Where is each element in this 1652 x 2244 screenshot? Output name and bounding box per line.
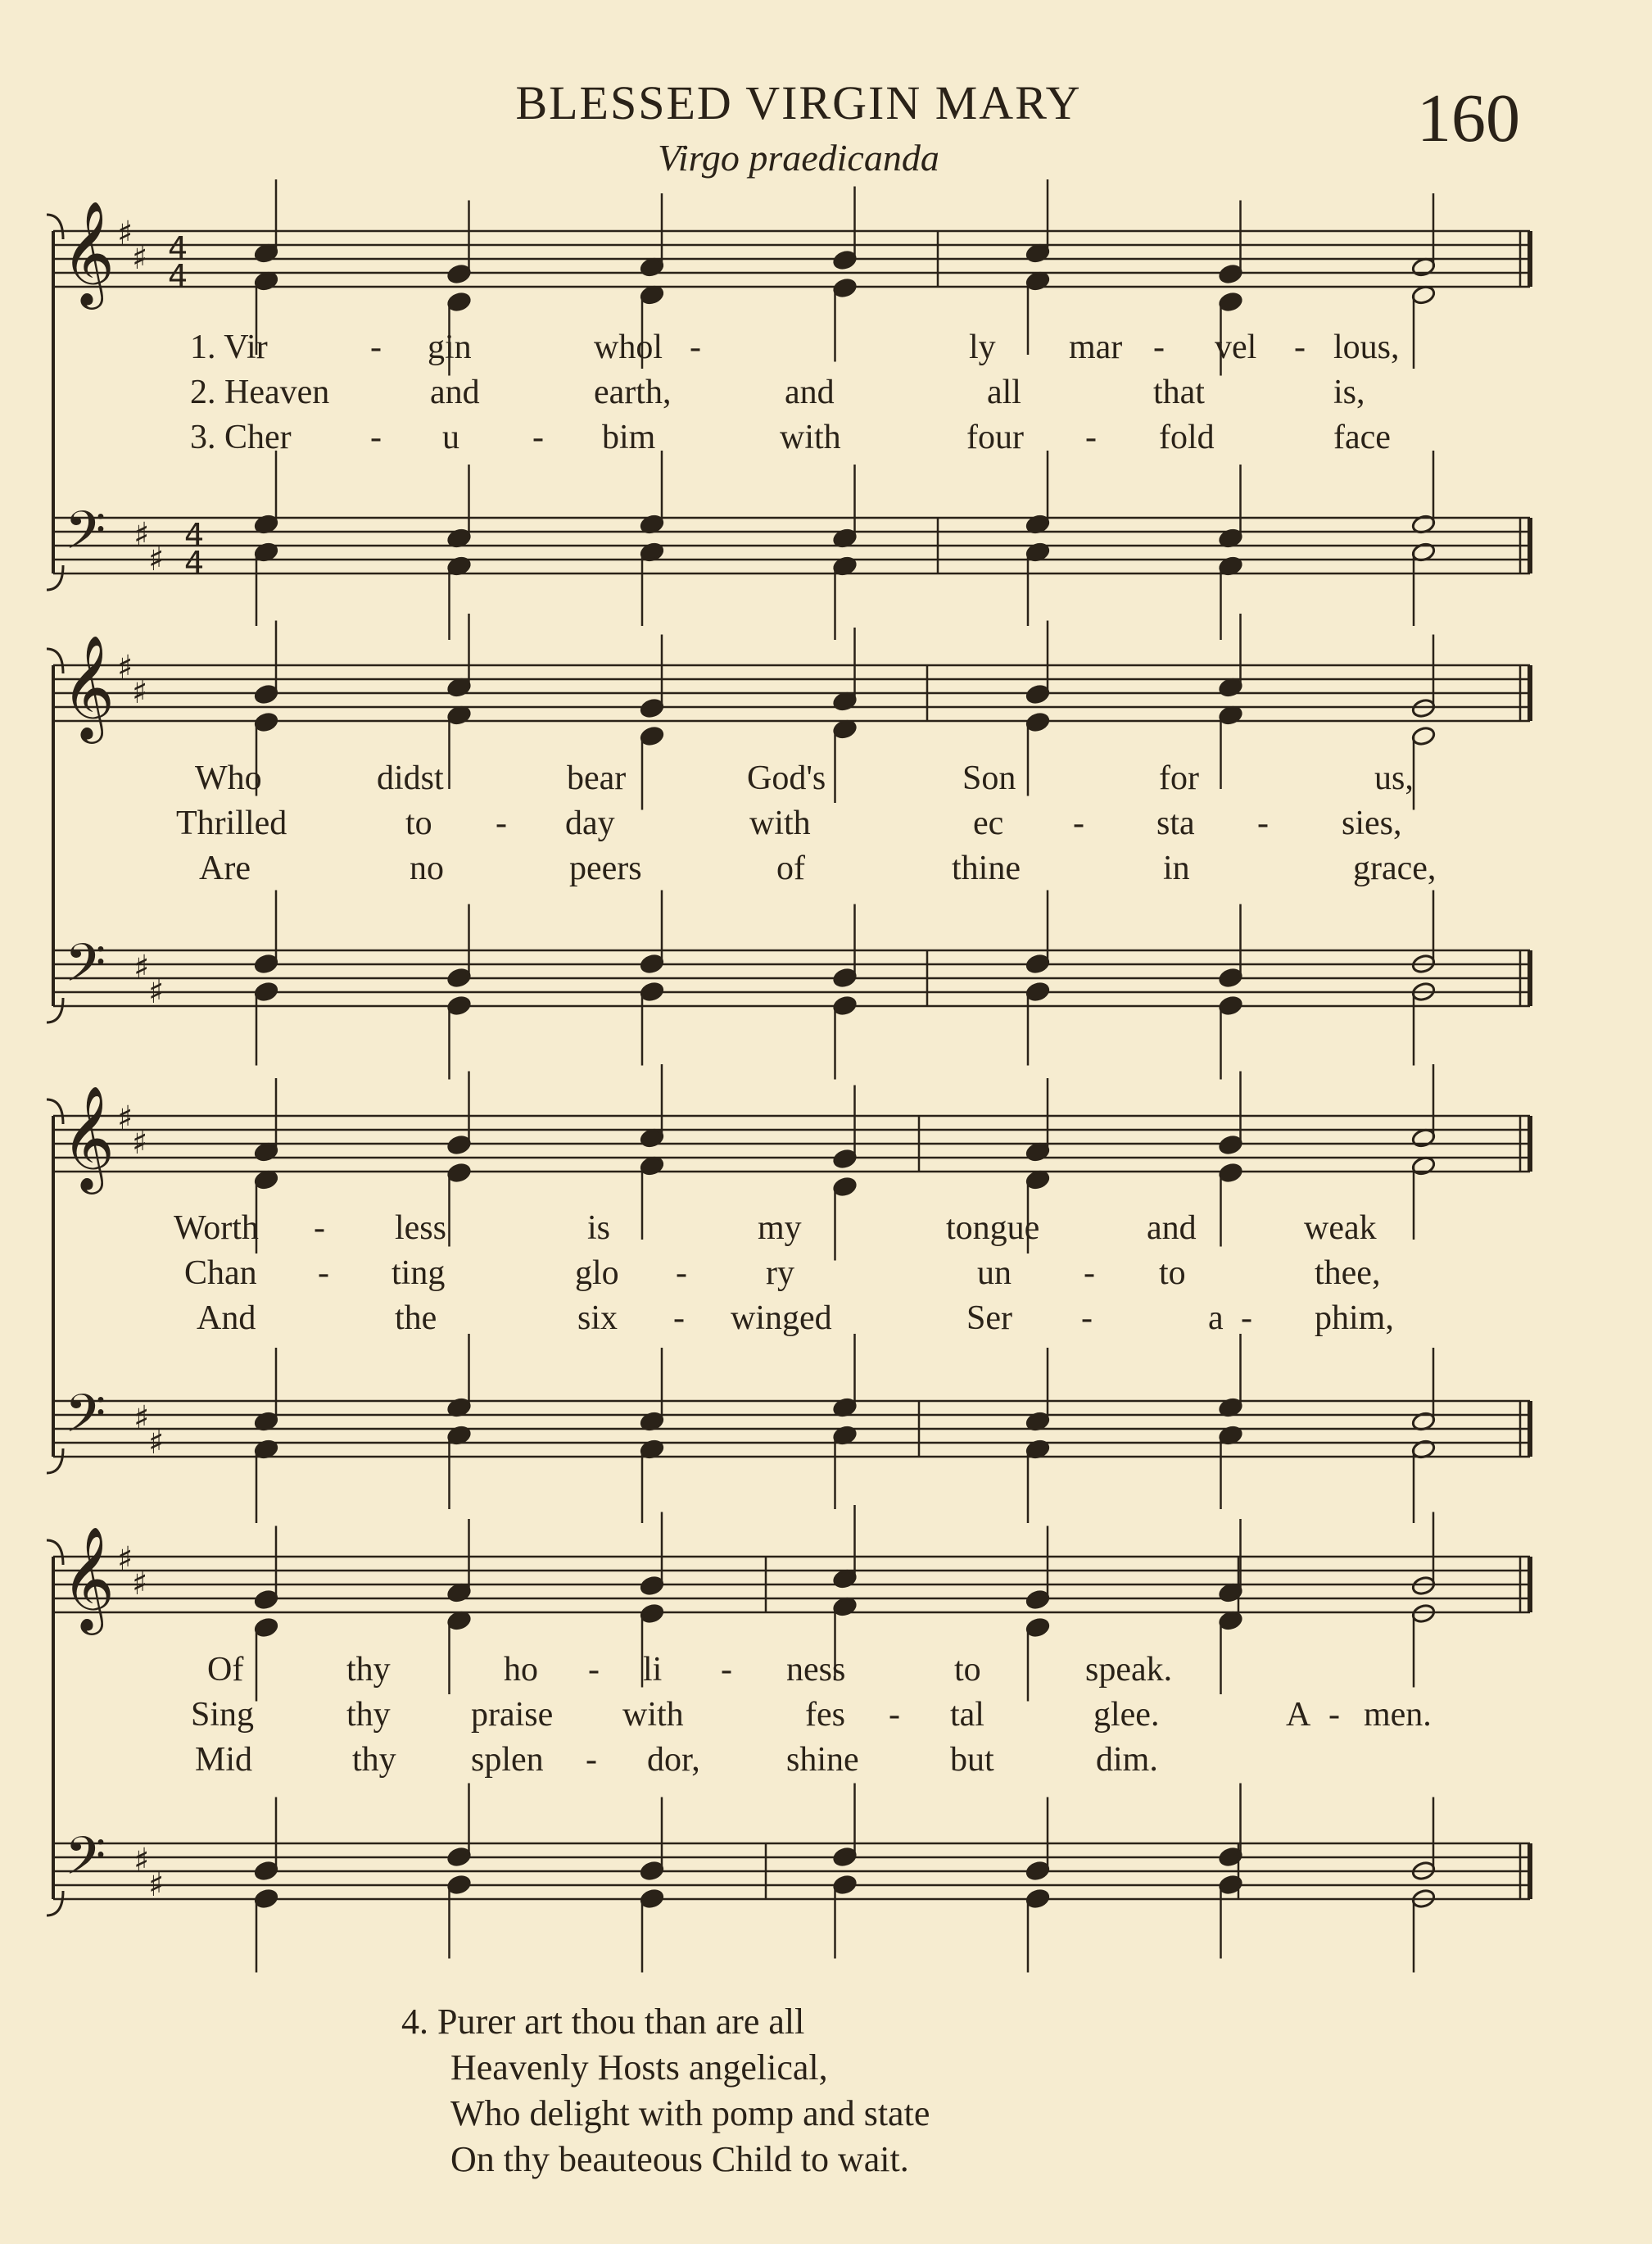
lyric-syllable: And xyxy=(197,1299,256,1337)
treble-note xyxy=(640,1603,665,1625)
lyric-syllable: gin xyxy=(428,329,472,366)
lyric-syllable: - xyxy=(889,1696,900,1734)
lyric-syllable: thy xyxy=(346,1651,391,1689)
lyric-syllable: u xyxy=(442,419,459,456)
lyric-syllable: six xyxy=(577,1299,618,1337)
treble-note xyxy=(640,1575,665,1597)
bass-note xyxy=(1025,981,1051,1003)
bass-note xyxy=(640,954,665,975)
key-sharp-icon: ♯ xyxy=(148,973,165,1011)
bass-clef-icon: 𝄢 xyxy=(65,933,106,1007)
lyric-syllable: - xyxy=(1084,1254,1095,1292)
lyric-syllable: less xyxy=(395,1209,446,1247)
lyric-syllable: all xyxy=(987,374,1021,411)
key-sharp-icon: ♯ xyxy=(132,239,148,277)
bass-note xyxy=(832,968,858,989)
lyric-syllable: mar xyxy=(1069,329,1123,366)
bass-note xyxy=(1218,968,1243,989)
treble-note xyxy=(640,726,665,747)
lyric-syllable: four xyxy=(966,419,1024,456)
treble-note xyxy=(254,684,279,705)
lyric-syllable: with xyxy=(749,805,811,842)
bass-note xyxy=(832,995,858,1017)
treble-note xyxy=(1411,698,1437,719)
treble-clef-icon: 𝄞 xyxy=(61,200,115,305)
lyric-syllable: ness xyxy=(786,1651,846,1689)
treble-note xyxy=(1411,1603,1437,1625)
bass-note xyxy=(446,968,472,989)
lyric-syllable: and xyxy=(785,374,835,411)
lyric-syllable: bear xyxy=(567,759,627,797)
lyric-syllable: no xyxy=(410,850,444,887)
lyric-syllable: is, xyxy=(1333,374,1365,411)
lyric-syllable: - xyxy=(1257,805,1269,842)
treble-note xyxy=(1025,684,1051,705)
lyric-syllable: ho xyxy=(504,1651,538,1689)
treble-note xyxy=(1218,1163,1243,1184)
treble-clef-icon: 𝄞 xyxy=(61,634,115,739)
hymn-title: BLESSED VIRGIN MARY xyxy=(515,76,1082,129)
lyric-syllable: - xyxy=(1085,419,1097,456)
treble-note xyxy=(832,1149,858,1170)
lyric-syllable: ting xyxy=(392,1254,446,1292)
lyric-syllable: - xyxy=(676,1254,687,1292)
treble-note xyxy=(446,292,472,313)
treble-clef-icon: 𝄞 xyxy=(61,1085,115,1190)
lyric-syllable: Sing xyxy=(191,1696,255,1734)
bass-note xyxy=(1025,954,1051,975)
lyric-syllable: - xyxy=(673,1299,685,1337)
lyric-syllable: sies, xyxy=(1342,805,1402,842)
key-sharp-icon: ♯ xyxy=(148,1424,165,1462)
key-sharp-icon: ♯ xyxy=(117,1540,134,1578)
bass-clef-icon: 𝄢 xyxy=(65,1826,106,1900)
lyric-syllable: that xyxy=(1153,374,1205,411)
lyric-syllable: - xyxy=(318,1254,329,1292)
time-signature-bottom: 4 xyxy=(184,545,205,581)
lyric-syllable: thine xyxy=(952,850,1021,887)
stanza-four-line: Heavenly Hosts angelical, xyxy=(450,2047,828,2088)
lyric-syllable: li xyxy=(643,1651,663,1689)
stanza-four-line: Who delight with pomp and state xyxy=(450,2093,930,2133)
lyric-syllable: men. xyxy=(1364,1696,1432,1734)
lyric-syllable: my xyxy=(758,1209,802,1247)
lyric-syllable: - xyxy=(721,1651,732,1689)
bass-note xyxy=(254,1888,279,1910)
lyric-syllable: winged xyxy=(731,1299,832,1337)
treble-note xyxy=(254,1617,279,1639)
lyric-syllable: of xyxy=(776,850,805,887)
lyric-syllable: - xyxy=(496,805,507,842)
lyric-syllable: - xyxy=(532,419,544,456)
time-signature-bottom: 4 xyxy=(168,258,188,294)
lyric-syllable: - xyxy=(588,1651,600,1689)
lyric-syllable: Mid xyxy=(195,1741,253,1779)
key-sharp-icon: ♯ xyxy=(134,1399,150,1437)
lyric-syllable: ry xyxy=(766,1254,794,1292)
stanza-four-line: 4. Purer art thou than are all xyxy=(401,2001,805,2042)
lyric-syllable: God's xyxy=(747,759,826,797)
lyric-syllable: vel xyxy=(1215,329,1257,366)
hymn-subtitle: Virgo praedicanda xyxy=(658,137,939,179)
lyric-syllable: dim. xyxy=(1096,1741,1158,1779)
treble-note xyxy=(446,264,472,285)
bass-note xyxy=(832,1847,858,1868)
bass-clef-icon: 𝄢 xyxy=(65,501,106,574)
lyric-syllable: glee. xyxy=(1093,1696,1160,1734)
treble-note xyxy=(1218,292,1243,313)
lyric-syllable: praise xyxy=(471,1696,554,1734)
lyric-syllable: tongue xyxy=(946,1209,1040,1247)
bass-note xyxy=(832,1875,858,1896)
bass-note xyxy=(1025,1888,1051,1910)
lyric-syllable: but xyxy=(950,1741,994,1779)
lyric-syllable: lous, xyxy=(1333,329,1400,366)
treble-note xyxy=(1025,1617,1051,1639)
bass-note xyxy=(446,995,472,1017)
bass-note xyxy=(446,1847,472,1868)
lyric-syllable: ly xyxy=(969,329,996,366)
stanza-four xyxy=(401,1999,930,2183)
lyric-syllable: face xyxy=(1333,419,1391,456)
lyric-syllable: shine xyxy=(786,1741,859,1779)
stanza-four-line: On thy beauteous Child to wait. xyxy=(450,2139,909,2179)
lyric-syllable: to xyxy=(405,805,432,842)
treble-clef-icon: 𝄞 xyxy=(61,1525,115,1630)
treble-note xyxy=(446,1135,472,1156)
lyric-syllable: bim xyxy=(602,419,656,456)
lyric-syllable: thy xyxy=(352,1741,396,1779)
lyric-syllable: in xyxy=(1163,850,1190,887)
time-signature-top: 4 xyxy=(184,517,205,553)
key-sharp-icon: ♯ xyxy=(134,949,150,986)
lyric-syllable: - xyxy=(370,419,382,456)
lyric-syllable: and xyxy=(430,374,480,411)
lyric-syllable: Thrilled xyxy=(176,805,287,842)
lyric-syllable: phim, xyxy=(1315,1299,1394,1337)
bass-note xyxy=(254,981,279,1003)
bass-note xyxy=(640,981,665,1003)
lyric-syllable: - xyxy=(690,329,701,366)
bass-clef-icon: 𝄢 xyxy=(65,1384,106,1457)
key-sharp-icon: ♯ xyxy=(117,649,134,687)
lyric-syllable: with xyxy=(780,419,841,456)
key-sharp-icon: ♯ xyxy=(134,516,150,554)
key-sharp-icon: ♯ xyxy=(132,1124,148,1162)
treble-note xyxy=(832,250,858,271)
treble-note xyxy=(1411,726,1437,747)
lyric-syllable: 2. Heaven xyxy=(190,374,330,411)
lyric-syllable: with xyxy=(622,1696,684,1734)
lyric-syllable: Who xyxy=(195,759,262,797)
lyric-syllable: fold xyxy=(1159,419,1215,456)
lyric-syllable: Son xyxy=(962,759,1016,797)
treble-note xyxy=(1411,1575,1437,1597)
lyric-syllable: thee, xyxy=(1315,1254,1381,1292)
key-sharp-icon: ♯ xyxy=(132,1565,148,1603)
lyric-syllable: Are xyxy=(199,850,251,887)
key-sharp-icon: ♯ xyxy=(134,1842,150,1879)
lyric-syllable: earth, xyxy=(594,374,672,411)
lyric-syllable: fes xyxy=(805,1696,845,1734)
lyric-syllable: Chan xyxy=(184,1254,257,1292)
bass-note xyxy=(254,1861,279,1882)
lyric-syllable: splen xyxy=(471,1741,544,1779)
bass-note xyxy=(640,1861,665,1882)
bass-note xyxy=(1218,995,1243,1017)
lyric-syllable: thy xyxy=(346,1696,391,1734)
lyric-syllable: - xyxy=(1328,1696,1340,1734)
lyric-syllable: glo xyxy=(575,1254,619,1292)
lyric-syllable: - xyxy=(314,1209,325,1247)
treble-note xyxy=(640,698,665,719)
staff-systems xyxy=(47,179,1530,1973)
lyric-syllable: speak. xyxy=(1085,1651,1173,1689)
time-signature-top: 4 xyxy=(168,230,188,266)
lyric-syllable: ec xyxy=(973,805,1004,842)
lyric-syllable: - xyxy=(1081,1299,1093,1337)
lyric-syllable: tal xyxy=(950,1696,984,1734)
lyric-syllable: A xyxy=(1286,1696,1311,1734)
lyric-syllable: didst xyxy=(377,759,444,797)
treble-note xyxy=(1025,712,1051,733)
lyric-syllable: is xyxy=(587,1209,611,1247)
treble-note xyxy=(446,1163,472,1184)
lyric-syllable: - xyxy=(1073,805,1084,842)
lyric-syllable: a xyxy=(1208,1299,1224,1337)
key-sharp-icon: ♯ xyxy=(148,541,165,578)
lyric-syllable: peers xyxy=(569,850,642,887)
treble-note xyxy=(254,712,279,733)
lyric-syllable: for xyxy=(1159,759,1199,797)
lyric-syllable: Worth xyxy=(174,1209,259,1247)
bass-note xyxy=(640,1888,665,1910)
lyric-syllable: un xyxy=(977,1254,1012,1292)
treble-note xyxy=(1218,1135,1243,1156)
lyric-syllable: 1. Vir xyxy=(190,329,268,366)
treble-note xyxy=(832,278,858,299)
lyric-syllable: - xyxy=(1294,329,1306,366)
bass-note xyxy=(1025,1861,1051,1882)
treble-note xyxy=(254,1589,279,1611)
lyric-syllable: to xyxy=(1159,1254,1186,1292)
lyric-syllable: and xyxy=(1147,1209,1197,1247)
lyric-syllable: Of xyxy=(207,1651,244,1689)
lyric-syllable: to xyxy=(954,1651,981,1689)
key-sharp-icon: ♯ xyxy=(148,1866,165,1904)
lyric-syllable: 3. Cher xyxy=(190,419,292,456)
page-number: 160 xyxy=(1417,80,1520,156)
lyric-syllable: sta xyxy=(1156,805,1195,842)
lyric-syllable: day xyxy=(565,805,615,842)
lyric-syllable: the xyxy=(395,1299,437,1337)
lyric-syllable: us, xyxy=(1374,759,1414,797)
key-sharp-icon: ♯ xyxy=(117,1099,134,1137)
lyric-syllable: Ser xyxy=(966,1299,1012,1337)
bass-note xyxy=(254,954,279,975)
lyric-syllable: - xyxy=(370,329,382,366)
lyric-syllable: - xyxy=(1241,1299,1252,1337)
key-sharp-icon: ♯ xyxy=(117,215,134,252)
treble-note xyxy=(1025,1589,1051,1611)
lyric-syllable: dor, xyxy=(647,1741,700,1779)
lyric-syllable: weak xyxy=(1304,1209,1377,1247)
lyric-syllable: grace, xyxy=(1353,850,1437,887)
key-sharp-icon: ♯ xyxy=(132,673,148,711)
bass-note xyxy=(446,1875,472,1896)
lyric-syllable: - xyxy=(1153,329,1165,366)
treble-note xyxy=(832,1176,858,1198)
lyric-syllable: - xyxy=(586,1741,597,1779)
lyric-syllable: whol xyxy=(594,329,663,366)
treble-note xyxy=(1218,264,1243,285)
